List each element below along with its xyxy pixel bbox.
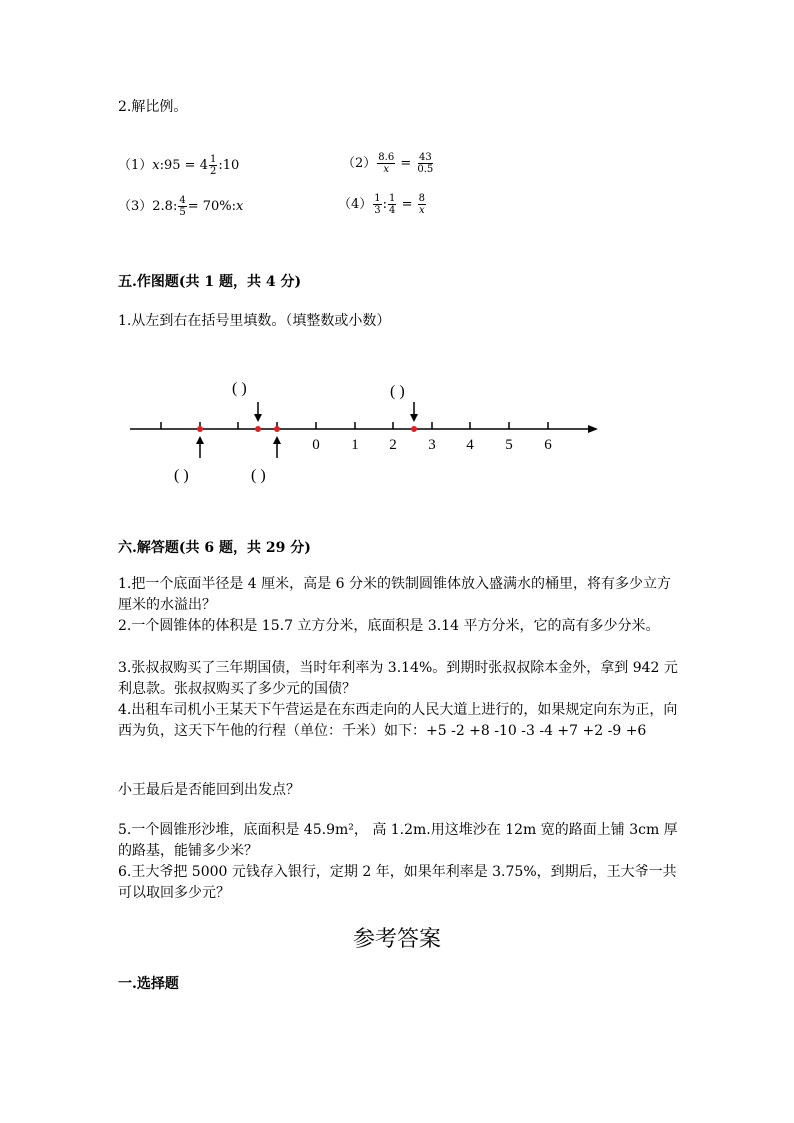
- question-6-4: 4.出租车司机小王某天下午营运是在东西走向的人民大道上进行的，如果规定向东为正，向西为负，这天下午他的行程（单位：千米）如下：+5 -2 +8 -10 -3 -4 +7 +2 -9 +6: [118, 702, 678, 739]
- section-heading-5: 五.作图题(共 1 题，共 4 分): [118, 274, 302, 290]
- point-marker: [411, 426, 417, 432]
- fraction: $\frac{8.6}{x}$: [378, 152, 395, 175]
- number-line-figure: [0, 360, 794, 500]
- question-6-6: 6.王大爷把 5000 元钱存入银行，定期 2 年，如果年利率是 3.75%，到期后，王大爷一共可以取回多少元？: [118, 864, 677, 901]
- proportion-2: [342, 152, 435, 175]
- axis-arrowhead: [588, 425, 598, 433]
- tick-label-3: 3: [428, 437, 436, 453]
- down-arrow-icon: [410, 402, 418, 422]
- question-6-3: 3.张叔叔购买了三年期国债，当时年利率为 3.14%。到期时张叔叔除本金外，拿到 942 元利息款。张叔叔购买了多少元的国债？: [118, 660, 678, 697]
- down-arrow-icon: [254, 402, 262, 422]
- question-title: 2.解比例。: [118, 99, 188, 115]
- answer-bracket: ( ): [390, 383, 405, 400]
- var-x: x: [152, 158, 160, 173]
- section-heading-6: 六.解答题(共 6 题，共 29 分): [118, 540, 311, 556]
- question-5-1: 1.从左到右在括号里填数。（填整数或小数）: [118, 313, 391, 329]
- item-label: （3）: [118, 199, 153, 214]
- answer-title: 参考答案: [352, 927, 441, 952]
- point-marker: [274, 426, 280, 432]
- answer-bracket: ( ): [174, 467, 189, 484]
- question-6-1: 1.把一个底面半径是 4 厘米，高是 6 分米的铁制圆锥体放入盛满水的桶里，将有多少立方厘米的水溢出？: [118, 576, 671, 613]
- fraction: $\frac{4}{5}$: [179, 195, 186, 218]
- tick-label-0: 0: [312, 437, 320, 453]
- question-6-2: 2.一个圆锥体的体积是 15.7 立方分米，底面积是 3.14 平方分米，它的高有多少分米。: [118, 618, 660, 634]
- expr: :95 = 4: [159, 158, 208, 173]
- equals: =: [401, 197, 413, 212]
- colon: :: [382, 197, 388, 212]
- tick-label-6: 6: [544, 437, 552, 453]
- expr: 2.8:: [152, 199, 178, 214]
- tick-label-2: 2: [389, 437, 397, 453]
- point-marker: [255, 426, 261, 432]
- item-label: （4）: [338, 197, 373, 212]
- proportion-1: [118, 154, 239, 177]
- proportion-3: [118, 195, 243, 218]
- up-arrow-icon: [273, 436, 281, 458]
- item-label: （1）: [118, 158, 153, 173]
- tick-label-1: 1: [351, 437, 359, 453]
- item-label: （2）: [342, 156, 377, 171]
- up-arrow-icon: [196, 436, 204, 458]
- fraction: $\frac{1}{4}$: [389, 193, 396, 216]
- point-marker: [197, 426, 203, 432]
- tick-marks: [161, 422, 548, 429]
- equals: =: [400, 156, 412, 171]
- answer-bracket: ( ): [251, 467, 266, 484]
- answer-bracket: ( ): [232, 380, 247, 397]
- fraction: $\frac{1}{2}$: [209, 154, 217, 177]
- question-6-5: 5.一个圆锥形沙堆，底面积是 45.9m²， 高 1.2m.用这堆沙在 12m 宽的路面上铺 3cm 厚的路基，能铺多少米？: [118, 822, 678, 859]
- expr: = 70%:: [187, 199, 237, 214]
- fraction: $\frac{43}{0.5}$: [417, 152, 434, 175]
- tick-label-4: 4: [466, 437, 474, 453]
- fraction: $\frac{8}{x}$: [418, 193, 425, 216]
- question-6-4-follow: 小王最后是否能回到出发点？: [118, 782, 300, 798]
- tick-label-5: 5: [505, 437, 513, 453]
- answer-section-1: 一.选择题: [118, 976, 179, 992]
- proportion-4: [338, 193, 427, 216]
- fraction: $\frac{1}{3}$: [374, 193, 381, 216]
- expr: :10: [218, 158, 240, 173]
- var-x: x: [236, 199, 244, 214]
